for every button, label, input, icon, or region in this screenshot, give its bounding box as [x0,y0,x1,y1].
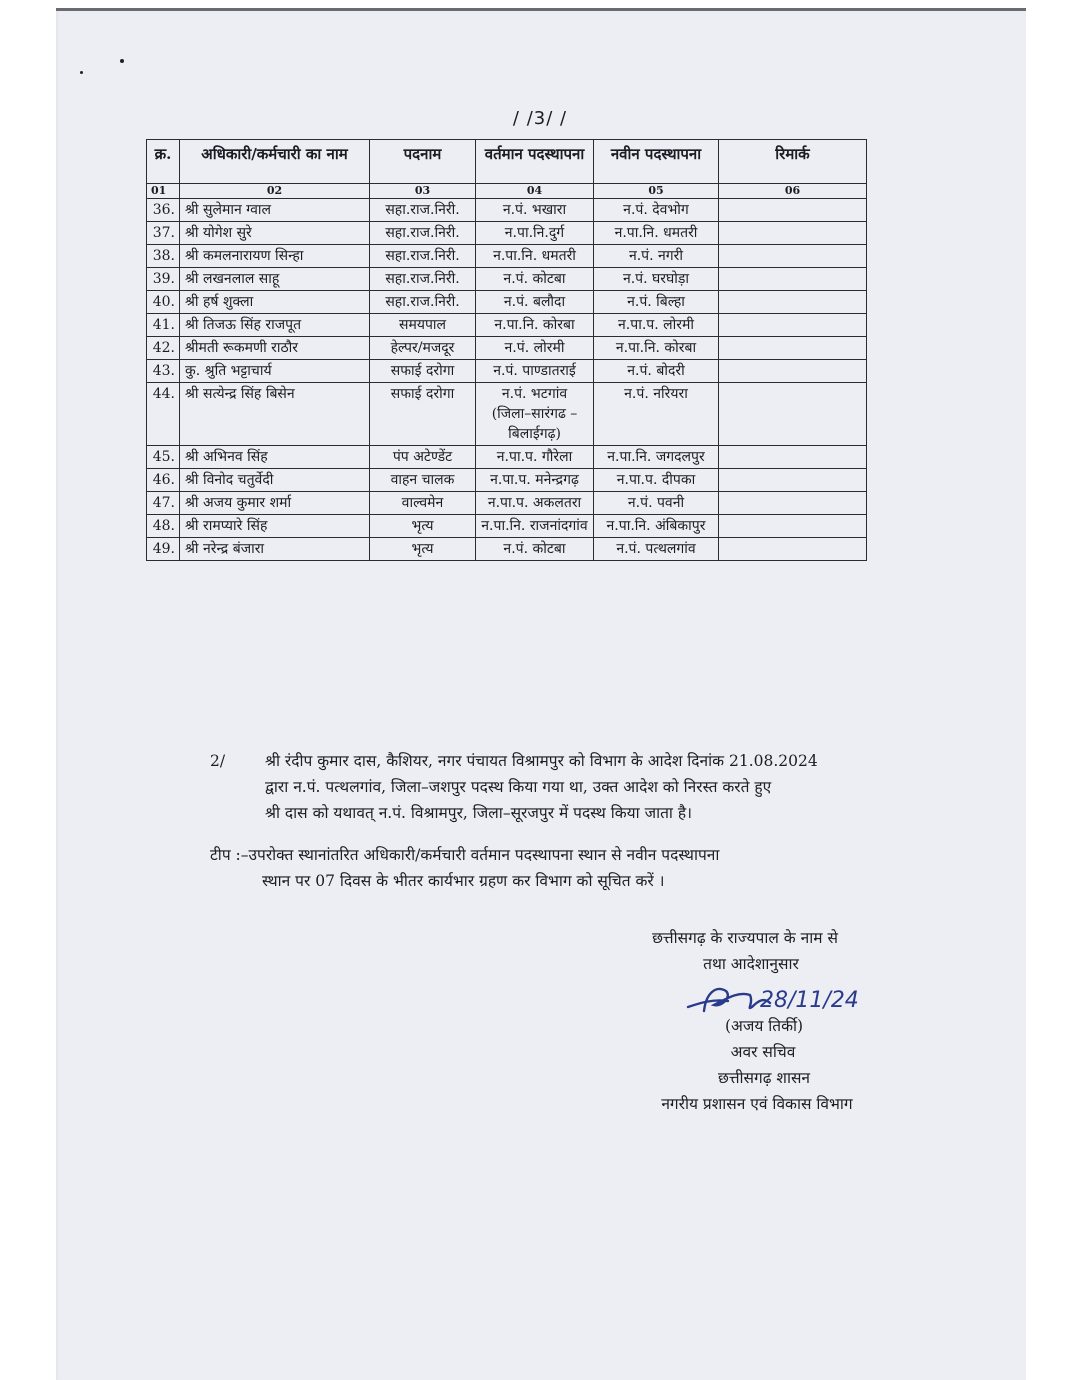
row-remark [719,383,867,446]
row-current-posting: न.पा.प. मनेन्द्रगढ़ [476,469,594,492]
row-serial: 49. [147,538,180,561]
row-current-posting: न.पा.नि.दुर्ग [476,222,594,245]
row-employee-name: श्री अभिनव सिंह [180,446,370,469]
row-remark [719,291,867,314]
signatory-government: छत्तीसगढ़ शासन [717,1069,811,1087]
paragraph-2 [210,748,910,826]
row-new-posting: न.पा.नि. धमतरी [594,222,719,245]
table-row [147,337,867,360]
row-post: वाहन चालक [370,469,476,492]
table-header-row [147,140,867,184]
col-header-post: पदनाम [370,140,476,184]
col-index: 05 [594,184,719,199]
signatory-name: (अजय तिर्की) [724,1017,804,1035]
row-new-posting: न.पं. बिल्हा [594,291,719,314]
paragraph-2-line: श्री दास को यथावत् न.पं. विश्रामपुर, जिला–सूरजपुर में पदस्थ किया जाता है। [265,804,692,822]
row-serial: 37. [147,222,180,245]
row-new-posting: न.पं. पत्थलगांव [594,538,719,561]
row-new-posting: न.पं. घरघोड़ा [594,268,719,291]
note-line: उपरोक्त स्थानांतरित अधिकारी/कर्मचारी वर्तमान पदस्थापना स्थान से नवीन पदस्थापना [248,846,720,864]
row-employee-name: श्री विनोद चतुर्वेदी [180,469,370,492]
row-employee-name: श्री तिजऊ सिंह राजपूत [180,314,370,337]
row-new-posting: न.पं. बोदरी [594,360,719,383]
row-current-posting: न.पं. लोरमी [476,337,594,360]
row-current-posting: न.पा.प. अकलतरा [476,492,594,515]
table-row [147,515,867,538]
row-post: सहा.राज.निरी. [370,268,476,291]
table-row [147,268,867,291]
table-row [147,314,867,337]
note-block [210,842,920,894]
row-employee-name: श्री हर्ष शुक्ला [180,291,370,314]
note-line: स्थान पर 07 दिवस के भीतर कार्यभार ग्रहण कर विभाग को सूचित करें । [262,872,665,890]
row-new-posting: न.पा.प. दीपका [594,469,719,492]
row-current-posting: न.पं. पाण्डातराई [476,360,594,383]
row-serial: 42. [147,337,180,360]
row-remark [719,492,867,515]
row-post: सफाई दरोगा [370,360,476,383]
row-post: भृत्य [370,538,476,561]
row-current-posting: न.पा.नि. धमतरी [476,245,594,268]
row-remark [719,199,867,222]
row-new-posting: न.पं. देवभोग [594,199,719,222]
table-row [147,538,867,561]
speck-mark [120,59,124,63]
row-post: पंप अटेण्डेंट [370,446,476,469]
row-remark [719,360,867,383]
row-employee-name: श्री सुलेमान ग्वाल [180,199,370,222]
table-row [147,245,867,268]
row-post: वाल्वमेन [370,492,476,515]
handwritten-date: 28/11/24 [760,988,859,1013]
row-remark [719,245,867,268]
row-remark [719,337,867,360]
row-post: समयपाल [370,314,476,337]
table-row [147,492,867,515]
note-label: टीप :– [210,846,249,864]
row-employee-name: श्रीमती रूकमणी राठौर [180,337,370,360]
row-employee-name: श्री नरेन्द्र बंजारा [180,538,370,561]
row-post: हेल्पर/मजदूर [370,337,476,360]
row-employee-name: कु. श्रुति भट्टाचार्य [180,360,370,383]
signatory-designation: अवर सचिव [730,1043,796,1061]
row-current-posting: न.पं. कोटबा [476,268,594,291]
row-employee-name: श्री योगेश सुरे [180,222,370,245]
row-new-posting: न.पं. नगरी [594,245,719,268]
col-index: 02 [180,184,370,199]
row-post: सहा.राज.निरी. [370,199,476,222]
row-post: भृत्य [370,515,476,538]
paragraph-2-line: द्वारा न.पं. पत्थलगांव, जिला–जशपुर पदस्थ किया गया था, उक्त आदेश को निरस्त करते हुए [265,778,772,796]
paragraph-2-number: 2/ [210,752,226,770]
row-serial: 48. [147,515,180,538]
row-current-posting: न.पं. बलौदा [476,291,594,314]
page-number: / /3/ / [512,108,568,129]
row-serial: 46. [147,469,180,492]
row-current-posting: न.पं. कोटबा [476,538,594,561]
row-new-posting: न.पं. नरियरा [594,383,719,446]
col-header-remark: रिमार्क [719,140,867,184]
row-serial: 43. [147,360,180,383]
table-row [147,360,867,383]
table-row [147,446,867,469]
table-row [147,383,867,446]
row-remark [719,469,867,492]
row-serial: 38. [147,245,180,268]
row-post: सहा.राज.निरी. [370,222,476,245]
row-employee-name: श्री अजय कुमार शर्मा [180,492,370,515]
table-row [147,199,867,222]
row-current-posting: न.पा.नि. राजनांदगांव [476,515,594,538]
col-header-current-posting: वर्तमान पदस्थापना [476,140,594,184]
paragraph-2-line: श्री रंदीप कुमार दास, कैशियर, नगर पंचायत विश्रामपुर को विभाग के आदेश दिनांक 21.08.2024 [265,752,818,770]
col-index: 03 [370,184,476,199]
column-index-row [147,184,867,199]
row-serial: 36. [147,199,180,222]
row-new-posting: न.पा.प. लोरमी [594,314,719,337]
row-employee-name: श्री सत्येन्द्र सिंह बिसेन [180,383,370,446]
row-serial: 44. [147,383,180,446]
signature-authority-line: छत्तीसगढ़ के राज्यपाल के नाम से [652,929,838,947]
row-remark [719,446,867,469]
row-current-posting: न.पं. भटगांव (जिला–सारंगढ –बिलाईगढ़) [476,383,594,446]
row-current-posting: न.पं. भखारा [476,199,594,222]
table-row [147,222,867,245]
row-serial: 41. [147,314,180,337]
table-row [147,291,867,314]
row-remark [719,538,867,561]
signatory-department: नगरीय प्रशासन एवं विकास विभाग [661,1095,853,1113]
col-index: 04 [476,184,594,199]
row-new-posting: न.पा.नि. जगदलपुर [594,446,719,469]
row-employee-name: श्री लखनलाल साहू [180,268,370,291]
speck-mark [80,71,83,74]
signature-order-line: तथा आदेशानुसार [703,955,799,973]
row-post: सहा.राज.निरी. [370,245,476,268]
transfer-table [146,139,867,561]
row-serial: 45. [147,446,180,469]
row-remark [719,268,867,291]
handwritten-signature [600,977,890,1021]
row-remark [719,222,867,245]
row-serial: 47. [147,492,180,515]
col-index: 01 [147,184,180,199]
col-header-name: अधिकारी/कर्मचारी का नाम [180,140,370,184]
row-serial: 40. [147,291,180,314]
col-index: 06 [719,184,867,199]
signature-block [600,925,890,1117]
table-row [147,469,867,492]
row-remark [719,515,867,538]
row-current-posting: न.पा.प. गौरेला [476,446,594,469]
row-current-posting: न.पा.नि. कोरबा [476,314,594,337]
row-new-posting: न.पं. पवनी [594,492,719,515]
col-header-serial: क्र. [147,140,180,184]
row-post: सफाई दरोगा [370,383,476,446]
row-serial: 39. [147,268,180,291]
row-employee-name: श्री कमलनारायण सिन्हा [180,245,370,268]
col-header-new-posting: नवीन पदस्थापना [594,140,719,184]
row-post: सहा.राज.निरी. [370,291,476,314]
row-new-posting: न.पा.नि. अंबिकापुर [594,515,719,538]
row-employee-name: श्री रामप्यारे सिंह [180,515,370,538]
row-remark [719,314,867,337]
row-new-posting: न.पा.नि. कोरबा [594,337,719,360]
